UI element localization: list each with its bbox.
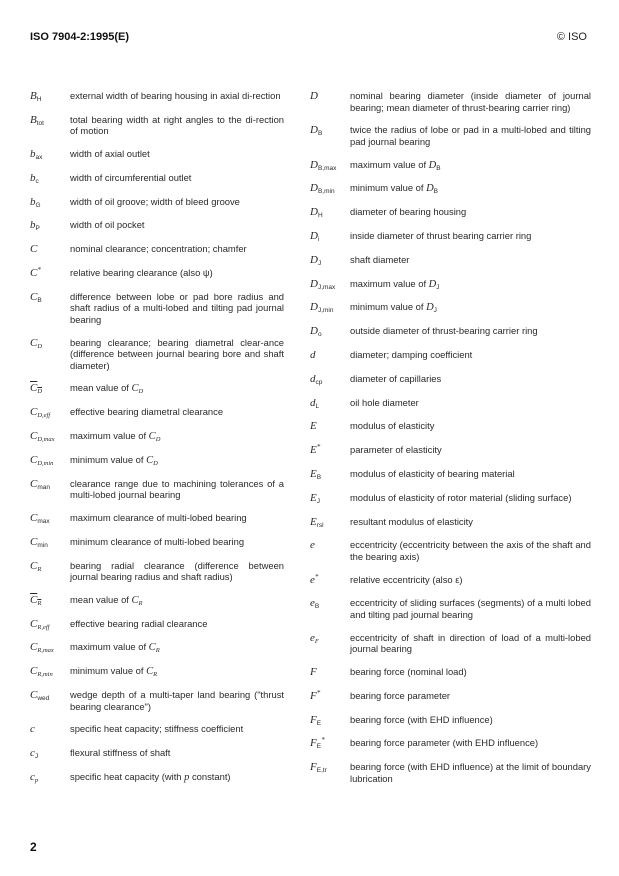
- symbol-cell: [310, 159, 350, 172]
- symbol: $e_B$: [310, 597, 320, 611]
- symbol-cell: [30, 618, 70, 631]
- symbol-description: diameter; damping coefficient: [350, 348, 473, 360]
- symbol-entry: [30, 406, 284, 419]
- symbol-entry: [30, 665, 284, 678]
- symbol: $F_{E,tr}$: [310, 761, 327, 775]
- symbol-list-right: [310, 90, 591, 796]
- symbol-description: mean value of $C_D$: [70, 382, 144, 396]
- symbol-entry: [30, 512, 284, 525]
- symbol: $D_B$: [428, 159, 441, 172]
- symbol-description: bearing radial clearance (difference between journal bearing radius and shaft radius): [70, 559, 284, 583]
- symbol-entry: [310, 761, 591, 784]
- symbol-cell: [30, 148, 70, 161]
- symbol-cell: [310, 90, 350, 113]
- symbol: E: [310, 420, 317, 433]
- symbol: $d_L$: [310, 396, 320, 410]
- symbol-description: maximum value of $C_D$: [70, 430, 161, 444]
- symbol: C: [30, 243, 38, 256]
- symbol-description: minimum value of $C_D$: [70, 453, 158, 467]
- symbol: $D_J$: [310, 253, 322, 267]
- symbol-description: flexural stiffness of shaft: [70, 747, 171, 759]
- symbol-entry: [310, 632, 591, 655]
- symbol: c: [30, 723, 35, 736]
- symbol: $C_D$: [148, 431, 161, 444]
- symbol-cell: [310, 539, 350, 562]
- symbol: $B_H$: [30, 90, 42, 103]
- symbol-entry: [310, 574, 591, 587]
- symbol-cell: [30, 219, 70, 232]
- symbol-description: relative bearing clearance (also ψ): [70, 267, 213, 279]
- symbol-entry: [310, 468, 591, 481]
- symbol-entry: [310, 539, 591, 562]
- symbol-entry: [30, 641, 284, 654]
- symbol: F: [310, 666, 317, 679]
- symbol-description: external width of bearing housing in axial di-rection: [70, 90, 281, 101]
- symbol-description: eccentricity (eccentricity between the axis of the shaft and the bearing axis): [350, 539, 591, 562]
- copyright: © ISO: [556, 31, 587, 43]
- symbol-description: maximum value of $D_J$: [350, 277, 440, 291]
- symbol: e: [310, 539, 315, 552]
- symbol-cell: [30, 430, 70, 443]
- symbol: $C_R$: [30, 559, 42, 573]
- symbol-cell: [310, 325, 350, 338]
- symbol-description: specific heat capacity; stiffness coefficient: [70, 723, 244, 735]
- symbol-cell: [310, 206, 350, 219]
- symbol-cell: [30, 243, 70, 256]
- symbol-entry: [30, 114, 284, 137]
- symbol-entry: [310, 516, 591, 529]
- symbol-description: mean value of $C_R$: [70, 593, 143, 607]
- symbol-description: eccentricity of shaft in direction of load of a multi-lobed journal bearing: [350, 631, 591, 655]
- symbol: D: [310, 90, 318, 102]
- symbol-cell: [30, 723, 70, 736]
- symbol-entry: [310, 492, 591, 505]
- symbol-cell: [310, 492, 350, 505]
- symbol-entry: [30, 560, 284, 583]
- symbol-entry: [30, 536, 284, 549]
- symbol-entry: [30, 478, 284, 501]
- symbol-description: modulus of elasticity of rotor material (sliding surface): [350, 491, 572, 503]
- symbol-cell: [310, 714, 350, 727]
- symbol: $C_{max}$: [30, 511, 50, 525]
- symbol-description: inside diameter of thrust bearing carrier ring: [350, 229, 532, 241]
- symbol: $c_p$: [30, 770, 39, 784]
- symbol-entry: [30, 90, 284, 103]
- symbol: $C_{man}$: [30, 477, 50, 491]
- symbol: $b_G$: [30, 195, 41, 209]
- symbol-cell: [30, 594, 70, 607]
- symbol-cell: [310, 468, 350, 481]
- symbol-description: diameter of bearing housing: [350, 206, 467, 218]
- symbol-cell: [310, 124, 350, 147]
- symbol-entry: [310, 397, 591, 410]
- symbol-cell: [310, 737, 350, 750]
- symbol: $C_{R,max}$: [30, 641, 54, 655]
- symbol: $b_c$: [30, 171, 39, 185]
- symbol-entry: [310, 90, 591, 113]
- symbol: e*: [310, 572, 319, 586]
- symbol: $C_D$: [30, 382, 43, 396]
- symbol: $D_J$: [426, 302, 437, 315]
- symbol-cell: [310, 349, 350, 362]
- symbol-description: width of axial outlet: [70, 148, 150, 160]
- symbol-entry: [310, 420, 591, 433]
- symbol-entry: [30, 594, 284, 607]
- symbol: E*: [310, 443, 321, 457]
- symbol-entry: [310, 349, 591, 362]
- symbol-entry: [310, 159, 591, 172]
- symbol-description: clearance range due to machining tolerances of a multi-lobed journal bearing: [70, 477, 284, 501]
- symbol: $e_F$: [310, 631, 319, 645]
- symbol: $C_D$: [146, 454, 158, 467]
- symbol: $D_i$: [310, 229, 320, 243]
- symbol: $b_{ax}$: [30, 148, 43, 162]
- symbol-cell: [30, 337, 70, 372]
- symbol: F*: [310, 688, 321, 702]
- symbol-entry: [30, 337, 284, 372]
- symbol-entry: [310, 444, 591, 457]
- symbol-cell: [310, 254, 350, 267]
- symbol-cell: [30, 641, 70, 654]
- symbol-entry: [30, 430, 284, 443]
- symbol-description: nominal bearing diameter (inside diameter of journal bearing; mean diameter of thrust-bearing carrier ring): [350, 90, 591, 113]
- symbol-description: effective bearing diametral clearance: [70, 406, 224, 418]
- symbol-cell: [310, 574, 350, 587]
- symbol-cell: [310, 182, 350, 195]
- symbol-cell: [30, 771, 70, 784]
- symbol-description: bearing clearance; bearing diametral clear-ance (difference between journal bearing bore and shaft diameter): [70, 336, 284, 371]
- symbol-cell: [30, 172, 70, 185]
- symbol-description: specific heat capacity (with p constant): [70, 770, 231, 783]
- symbol-description: parameter of elasticity: [350, 444, 442, 456]
- symbol-description: maximum clearance of multi-lobed bearing: [70, 511, 247, 523]
- symbol-description: minimum value of $C_R$: [70, 665, 158, 679]
- symbol-entry: [30, 148, 284, 161]
- symbol: $C_{R,min}$: [30, 665, 53, 679]
- symbol-entry: [310, 737, 591, 750]
- symbol-cell: [310, 597, 350, 620]
- symbol: $C_D$: [30, 336, 43, 350]
- symbol-description: width of circumferential outlet: [70, 171, 192, 183]
- symbol: $E_{rsl}$: [310, 515, 324, 529]
- symbol-entry: [310, 278, 591, 291]
- symbol-entry: [30, 196, 284, 209]
- symbol-description: minimum value of $D_J$: [350, 301, 437, 315]
- symbol-description: modulus of elasticity of bearing material: [350, 467, 515, 479]
- symbol-description: bearing force (with EHD influence) at the limit of boundary lubrication: [350, 761, 591, 784]
- symbol-description: minimum value of $D_B$: [350, 182, 439, 196]
- symbol: $E_B$: [310, 467, 322, 481]
- symbol-cell: [30, 454, 70, 467]
- symbol-description: eccentricity of sliding surfaces (segments) of a multi lobed and tilting pad journal bearing: [350, 597, 591, 620]
- symbol: $C_R$: [30, 593, 42, 607]
- symbol-entry: [30, 454, 284, 467]
- symbol-cell: [310, 516, 350, 529]
- symbol-cell: [30, 267, 70, 280]
- symbol-description: effective bearing radial clearance: [70, 617, 208, 629]
- symbol-entry: [30, 243, 284, 256]
- symbol: $F_E^*$: [310, 736, 325, 751]
- symbol-cell: [310, 301, 350, 314]
- symbol-description: wedge depth of a multi-taper land bearing ("thrust bearing clearance"): [70, 689, 284, 712]
- symbol-cell: [30, 560, 70, 583]
- document-id: ISO 7904-2:1995(E): [30, 31, 130, 43]
- symbol: $C_{R,eff}$: [30, 617, 50, 631]
- symbol: $D_{J,max}$: [310, 277, 336, 291]
- symbol-cell: [310, 278, 350, 291]
- symbol: $c_J$: [30, 747, 39, 761]
- symbol-description: twice the radius of lobe or pad in a multi-lobed and tilting pad journal bearing: [350, 124, 591, 147]
- symbol-description: width of oil pocket: [70, 219, 145, 231]
- symbol-entry: [30, 747, 284, 760]
- symbol: $C_B$: [30, 290, 42, 304]
- symbol-cell: [30, 747, 70, 760]
- symbol-entry: [310, 666, 591, 679]
- symbol-entry: [310, 373, 591, 386]
- symbol-entry: [310, 690, 591, 703]
- symbol-description: nominal clearance; concentration; chamfer: [70, 243, 247, 255]
- symbol-cell: [30, 90, 70, 103]
- symbol-entry: [310, 124, 591, 147]
- symbol: $C_R$: [148, 642, 160, 655]
- symbol-description: bearing force (with EHD influence): [350, 713, 493, 725]
- symbol: C*: [30, 266, 41, 280]
- symbol: $D_o$: [310, 325, 322, 339]
- symbol: $D_{B,max}$: [310, 158, 337, 172]
- symbol-description: difference between lobe or pad bore radius and shaft radius of a multi-lobed and tilting pad journal bearing: [70, 290, 284, 325]
- symbol-cell: [310, 420, 350, 433]
- symbol-description: shaft diameter: [350, 253, 410, 265]
- symbol: $C_{D,eff}$: [30, 406, 51, 420]
- symbol-list-left: [30, 90, 284, 795]
- symbol: $D_J$: [428, 278, 440, 291]
- symbol-cell: [310, 761, 350, 784]
- symbol: $E_J$: [310, 491, 320, 505]
- symbol-description: relative eccentricity (also ε): [350, 573, 463, 585]
- symbol-entry: [30, 291, 284, 326]
- symbol-entry: [310, 325, 591, 338]
- symbol-cell: [30, 478, 70, 501]
- symbol-description: maximum value of $D_B$: [350, 158, 441, 172]
- symbol-cell: [310, 690, 350, 703]
- symbol-entry: [310, 182, 591, 195]
- symbol-entry: [30, 723, 284, 736]
- symbol: $D_B$: [426, 183, 439, 196]
- symbol-description: bearing force parameter: [350, 689, 451, 701]
- symbol: $B_{tot}$: [30, 113, 44, 127]
- symbol-cell: [30, 196, 70, 209]
- symbol: $D_B$: [310, 124, 323, 138]
- symbol: $C_R$: [146, 666, 158, 679]
- symbol: $C_R$: [131, 594, 143, 607]
- symbol-cell: [310, 397, 350, 410]
- symbol-cell: [310, 444, 350, 457]
- symbol-entry: [30, 618, 284, 631]
- symbol-entry: [30, 172, 284, 185]
- symbol-description: maximum value of $C_R$: [70, 641, 160, 655]
- symbol-description: oil hole diameter: [350, 396, 419, 408]
- page-number: 2: [30, 840, 37, 854]
- symbol: p: [184, 771, 190, 783]
- symbol-cell: [30, 382, 70, 395]
- symbol: $F_E$: [310, 713, 322, 727]
- symbol: $b_P$: [30, 219, 40, 233]
- symbol-description: bearing force parameter (with EHD influence): [350, 737, 539, 749]
- symbol-cell: [30, 536, 70, 549]
- symbol-cell: [310, 632, 350, 655]
- symbol: $D_H$: [310, 206, 323, 220]
- symbol: $C_{wed}$: [30, 689, 50, 703]
- symbol-description: width of oil groove; width of bleed groove: [70, 195, 240, 207]
- symbol: $C_{D,min}$: [30, 453, 54, 467]
- symbol-entry: [310, 301, 591, 314]
- symbol: $D_{J,min}$: [310, 301, 334, 315]
- symbol-description: minimum clearance of multi-lobed bearing: [70, 535, 245, 547]
- symbol-entry: [310, 206, 591, 219]
- symbol-entry: [30, 267, 284, 280]
- symbol-cell: [30, 291, 70, 326]
- symbol: $C_{D,max}$: [30, 430, 55, 444]
- symbol-description: bearing force (nominal load): [350, 666, 467, 678]
- symbol-cell: [310, 666, 350, 679]
- symbol: $d_{cp}$: [310, 372, 323, 386]
- symbol-entry: [310, 254, 591, 267]
- symbol-cell: [30, 665, 70, 678]
- symbol-entry: [30, 219, 284, 232]
- symbol-entry: [310, 597, 591, 620]
- symbol-entry: [310, 714, 591, 727]
- symbol: d: [310, 348, 316, 361]
- symbol-description: modulus of elasticity: [350, 420, 435, 432]
- symbol-entry: [30, 771, 284, 784]
- symbol-cell: [310, 373, 350, 386]
- symbol-entry: [30, 689, 284, 712]
- symbol-description: diameter of capillaries: [350, 372, 442, 384]
- symbol-cell: [30, 114, 70, 137]
- symbol-cell: [30, 406, 70, 419]
- symbol: $C_D$: [131, 383, 144, 396]
- symbol-cell: [30, 689, 70, 712]
- symbol-cell: [310, 230, 350, 243]
- symbol-description: resultant modulus of elasticity: [350, 515, 473, 527]
- symbol-entry: [310, 230, 591, 243]
- symbol-description: total bearing width at right angles to the di-rection of motion: [70, 113, 284, 137]
- symbol: $D_{B,min}$: [310, 182, 335, 196]
- symbol: $C_{min}$: [30, 535, 48, 549]
- symbol-description: outside diameter of thrust-bearing carrier ring: [350, 325, 538, 337]
- symbol-cell: [30, 512, 70, 525]
- symbol-entry: [30, 382, 284, 395]
